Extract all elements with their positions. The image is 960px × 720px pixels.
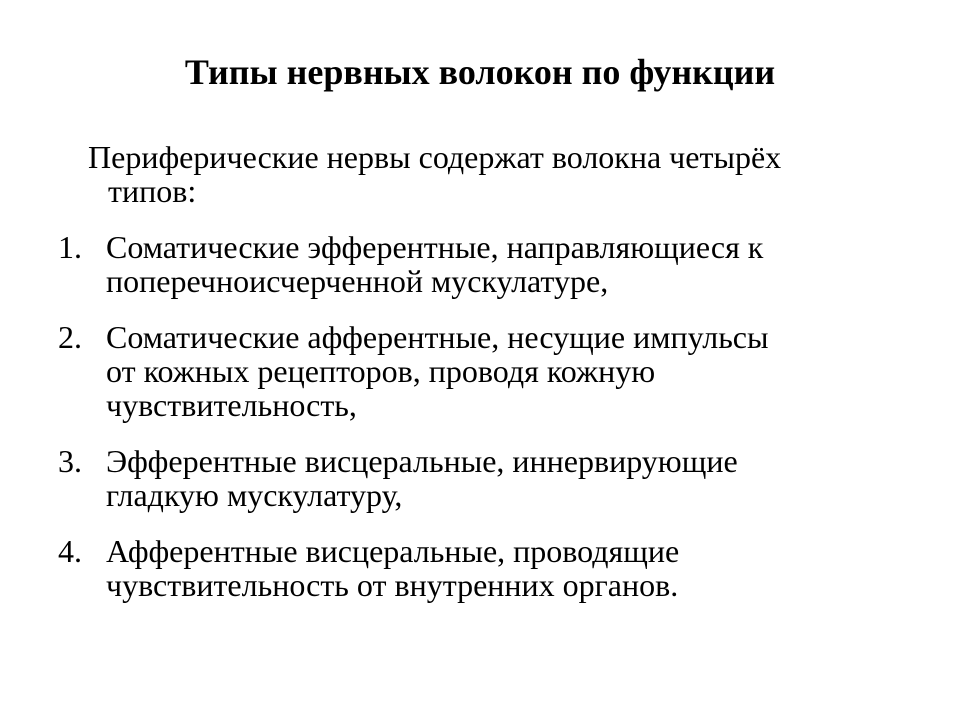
intro-line-1: Периферические нервы содержат волокна четырёх — [88, 139, 782, 175]
list-item-line: Афферентные висцеральные, проводящие — [106, 533, 680, 569]
list-item-line: чувствительность от внутренних органов. — [106, 567, 679, 603]
list-item — [58, 534, 898, 602]
list-item-number: 2. — [58, 319, 82, 355]
list-item-line: Соматические эфферентные, направляющиеся к — [106, 229, 764, 265]
list-item-line: Эфферентные висцеральные, иннервирующие — [106, 443, 738, 479]
list-item-number: 4. — [58, 533, 82, 569]
intro-line-2: типов: — [108, 173, 197, 209]
list-item-line: от кожных рецепторов, проводя кожную — [106, 353, 656, 389]
list-item-number: 1. — [58, 229, 82, 265]
slide-title: Типы нервных волокон по функции — [184, 52, 776, 92]
list-item-line: чувствительность, — [106, 387, 357, 423]
list-item — [58, 230, 898, 298]
list-item — [58, 320, 898, 422]
slide-body — [58, 140, 898, 624]
list-item-line: поперечноисчерченной мускулатуре, — [106, 263, 609, 299]
intro-paragraph — [88, 140, 898, 208]
list-item-number: 3. — [58, 443, 82, 479]
list-item — [58, 444, 898, 512]
list-item-line: гладкую мускулатуру, — [106, 477, 403, 513]
list-item-line: Соматические афферентные, несущие импульсы — [106, 319, 769, 355]
fiber-types-list — [58, 230, 898, 602]
